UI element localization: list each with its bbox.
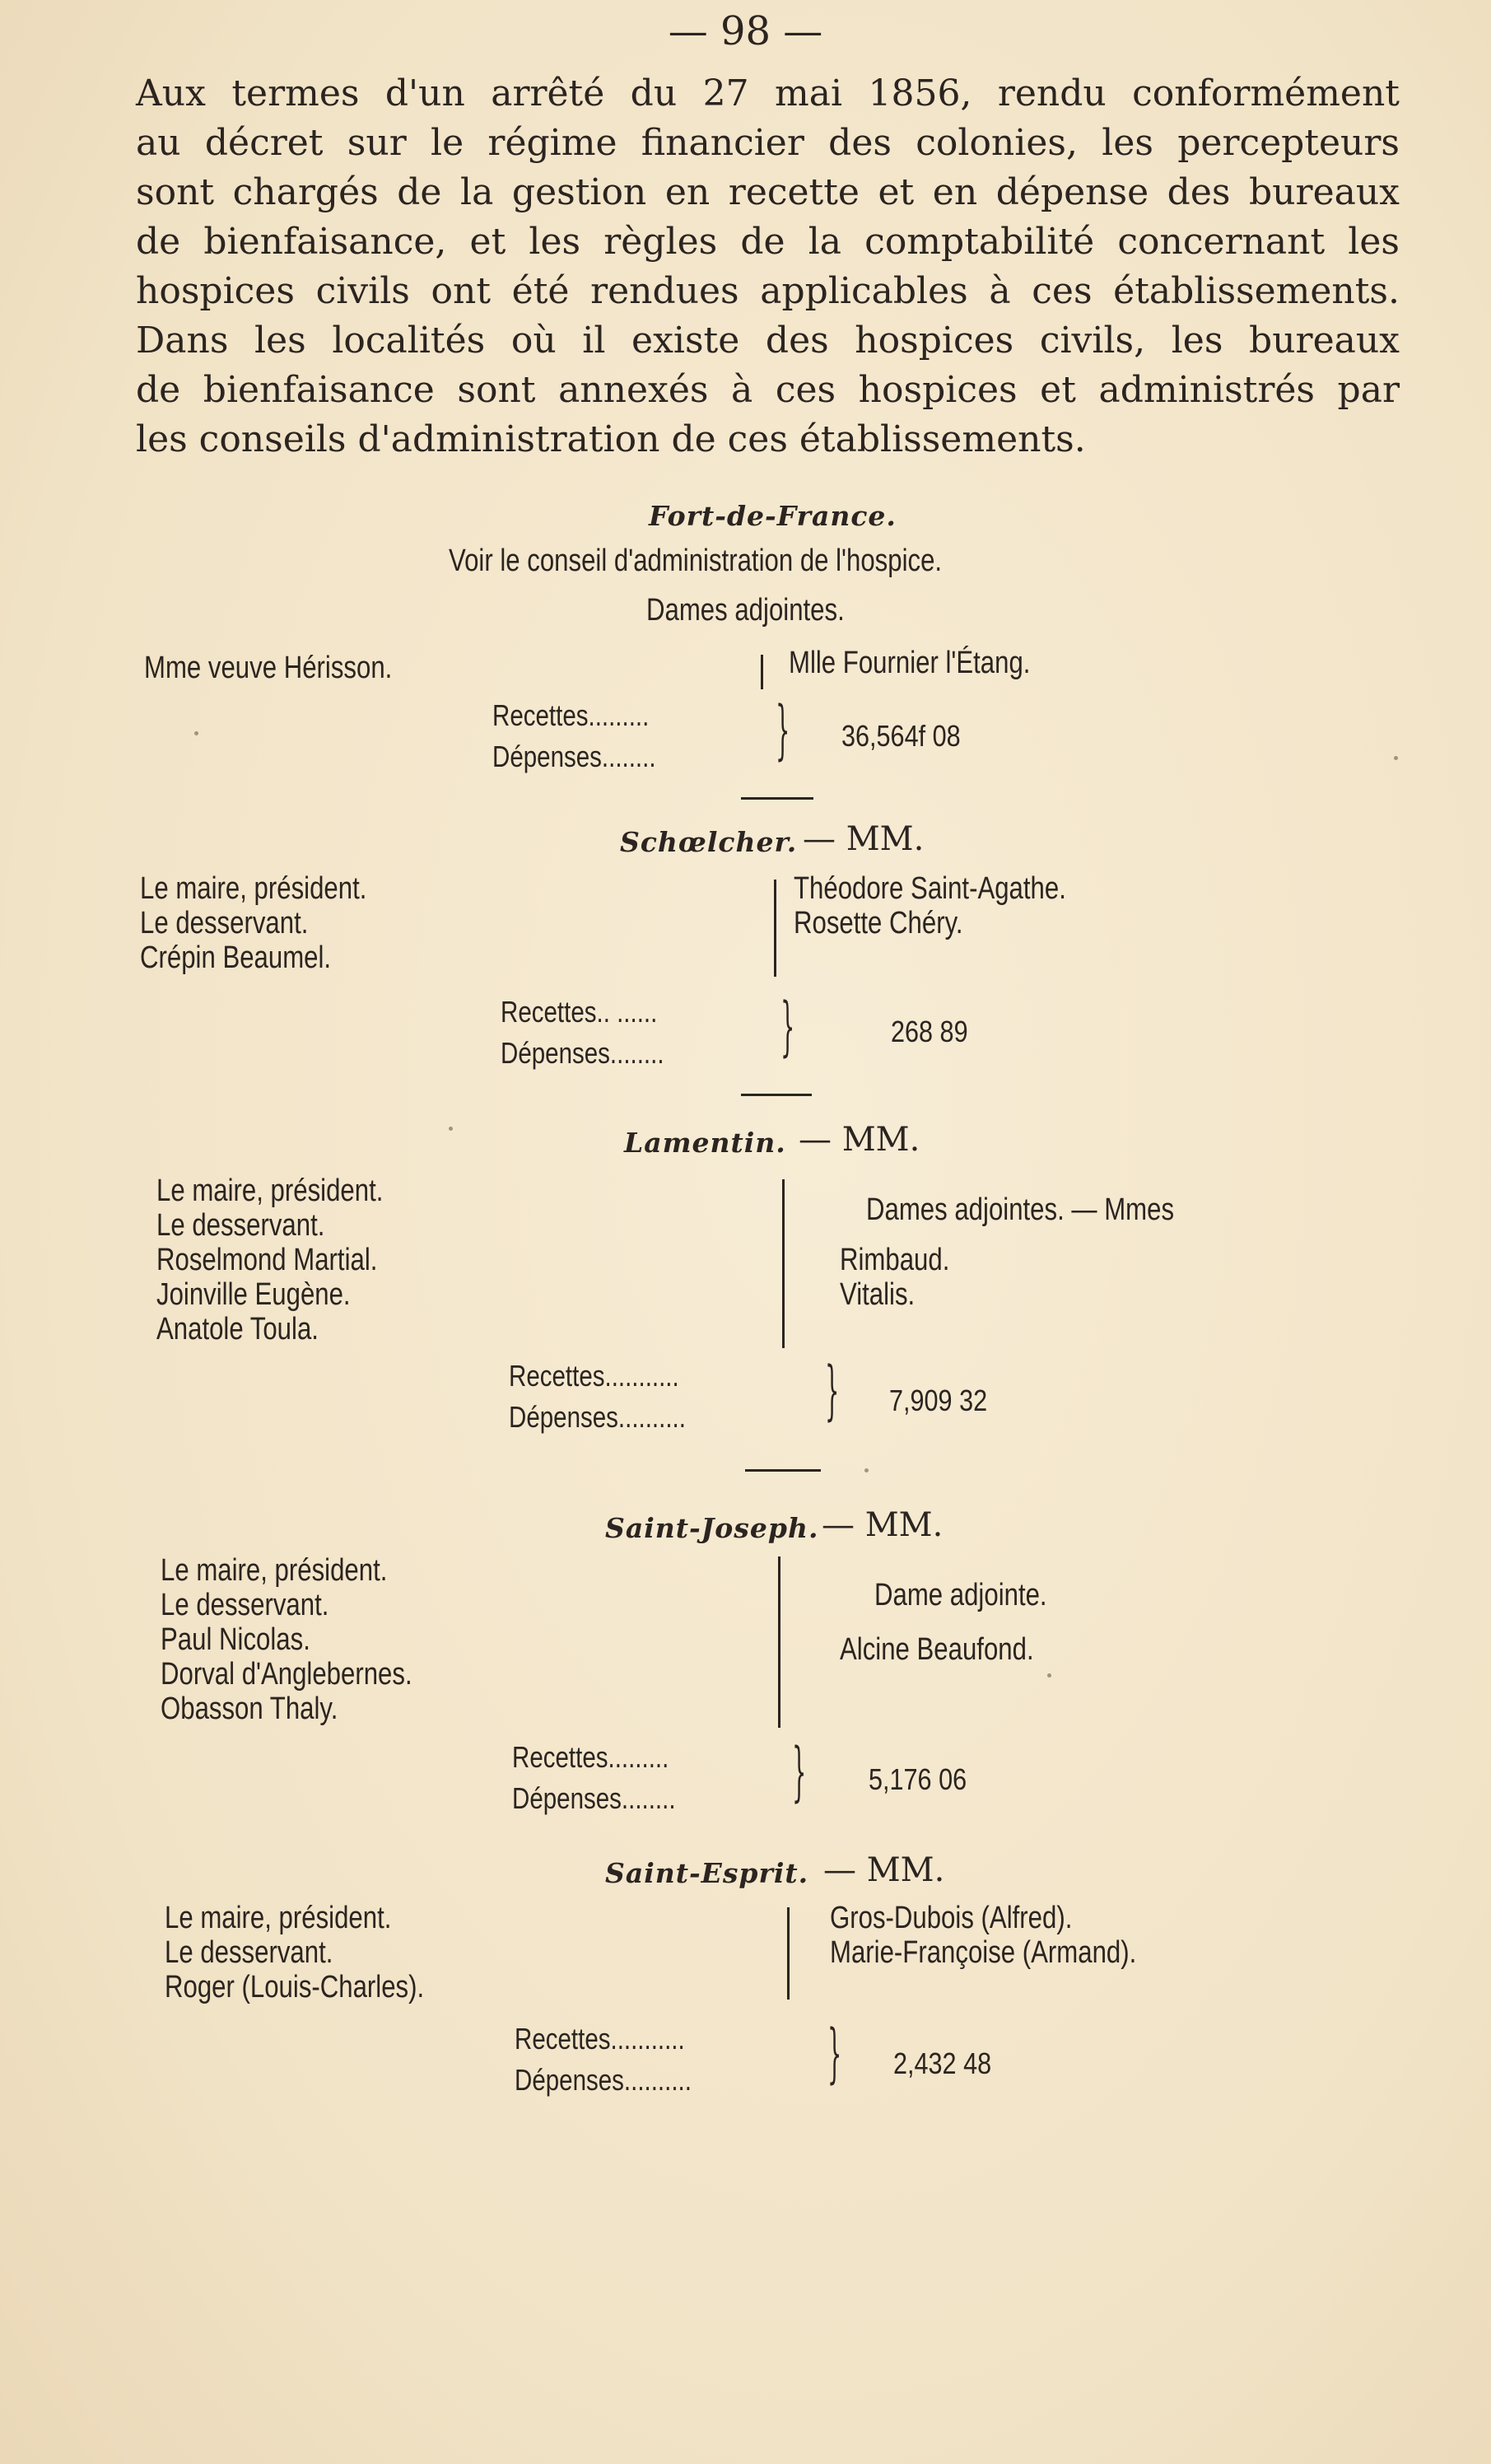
intro-line: hospices civils ont été rendues applicables à ces établissements. <box>136 270 1400 312</box>
intro-line: sont chargés de la gestion en recette et en dépense des bureaux <box>136 171 1400 213</box>
member-name: Joinville Eugène. <box>156 1277 351 1312</box>
section-title-fort-de-france: Fort-de-France. <box>649 500 897 532</box>
member-name: Dame adjointe. <box>874 1578 1047 1612</box>
section-separator <box>745 1469 821 1472</box>
amount: 2,432 48 <box>893 2046 992 2080</box>
member-name: Roger (Louis-Charles). <box>165 1970 425 2004</box>
member-name: Le desservant. <box>156 1208 325 1243</box>
intro-line: les conseils d'administration de ces établissements. <box>136 418 1086 460</box>
section-title-suffix: — MM. <box>823 1851 945 1889</box>
intro-line: de bienfaisance sont annexés à ces hospices et administrés par <box>136 369 1400 411</box>
section-note: Voir le conseil d'administration de l'hospice. <box>449 544 943 578</box>
section-title-saint-esprit: Saint-Esprit. <box>605 1857 809 1889</box>
brace-icon: } <box>827 2017 842 2091</box>
section-title-saint-joseph: Saint-Joseph. <box>605 1512 819 1544</box>
member-name: Le maire, président. <box>140 871 367 906</box>
brace-icon: } <box>776 693 790 768</box>
paper-speck <box>864 1468 869 1472</box>
member-name: Paul Nicolas. <box>161 1622 310 1657</box>
recettes-label: Recettes........... <box>509 1359 679 1393</box>
member-name: Crépin Beaumel. <box>140 940 332 975</box>
member-name: Gros-Dubois (Alfred). <box>830 1901 1073 1935</box>
section-subtitle: Dames adjointes. <box>646 593 845 628</box>
intro-line: au décret sur le régime financier des colonies, les percepteurs <box>136 122 1400 164</box>
brace-icon: } <box>825 1354 840 1428</box>
member-name: Le maire, président. <box>161 1553 388 1588</box>
recettes-label: Recettes......... <box>512 1740 669 1774</box>
member-name: Obasson Thaly. <box>161 1692 338 1726</box>
intro-line: Dans les localités où il existe des hospices civils, les bureaux <box>136 320 1400 362</box>
page-number: — 98 — <box>668 8 823 54</box>
section-separator <box>741 797 813 800</box>
member-name: Mme veuve Hérisson. <box>144 651 393 685</box>
member-name: Le desservant. <box>161 1588 329 1622</box>
intro-line: de bienfaisance, et les règles de la comptabilité concernant les <box>136 221 1400 263</box>
paper-speck <box>1047 1673 1051 1678</box>
column-divider <box>774 880 776 977</box>
intro-line: Aux termes d'un arrêté du 27 mai 1856, rendu conformément <box>136 72 1400 114</box>
depenses-label: Dépenses........ <box>492 740 656 773</box>
member-name: Le desservant. <box>165 1935 333 1970</box>
brace-icon: } <box>792 1735 807 1809</box>
recettes-label: Recettes.. ...... <box>501 995 658 1029</box>
column-divider <box>761 655 763 689</box>
paper-speck <box>1394 756 1398 760</box>
depenses-label: Dépenses........ <box>501 1036 664 1070</box>
depenses-label: Dépenses.......... <box>509 1400 686 1434</box>
amount: 5,176 06 <box>869 1762 967 1796</box>
member-name: Le desservant. <box>140 906 309 940</box>
member-name: Rimbaud. <box>840 1243 950 1277</box>
member-name: Le maire, président. <box>156 1174 384 1208</box>
amount: 268 89 <box>891 1015 968 1048</box>
member-name: Marie-Françoise (Armand). <box>830 1935 1137 1970</box>
member-name: Dames adjointes. — Mmes <box>866 1192 1175 1227</box>
member-name: Anatole Toula. <box>156 1312 319 1346</box>
member-name: Vitalis. <box>840 1277 916 1312</box>
section-title-suffix: — MM. <box>799 1121 920 1159</box>
member-name: Théodore Saint-Agathe. <box>794 871 1066 906</box>
member-name: Alcine Beaufond. <box>840 1632 1034 1667</box>
member-name: Dorval d'Anglebernes. <box>161 1657 412 1692</box>
member-name: Mlle Fournier l'Étang. <box>789 646 1031 680</box>
column-divider <box>787 1907 790 2000</box>
depenses-label: Dépenses........ <box>512 1781 676 1815</box>
section-title-lamentin: Lamentin. <box>624 1127 786 1159</box>
depenses-label: Dépenses.......... <box>515 2063 692 2097</box>
recettes-label: Recettes........... <box>515 2022 685 2056</box>
column-divider <box>778 1556 780 1728</box>
member-name: Roselmond Martial. <box>156 1243 378 1277</box>
brace-icon: } <box>780 990 795 1064</box>
paper-speck <box>449 1127 453 1131</box>
column-divider <box>782 1179 785 1348</box>
section-title-suffix: — MM. <box>822 1506 944 1544</box>
section-title-suffix: — MM. <box>803 820 925 858</box>
recettes-label: Recettes......... <box>492 698 650 732</box>
paper-speck <box>194 731 198 735</box>
member-name: Le maire, président. <box>165 1901 392 1935</box>
section-title-schoelcher: Schœlcher. <box>620 826 798 858</box>
section-separator <box>741 1094 812 1096</box>
member-name: Rosette Chéry. <box>794 906 963 940</box>
amount: 36,564f 08 <box>841 719 961 753</box>
amount: 7,909 32 <box>889 1384 988 1417</box>
